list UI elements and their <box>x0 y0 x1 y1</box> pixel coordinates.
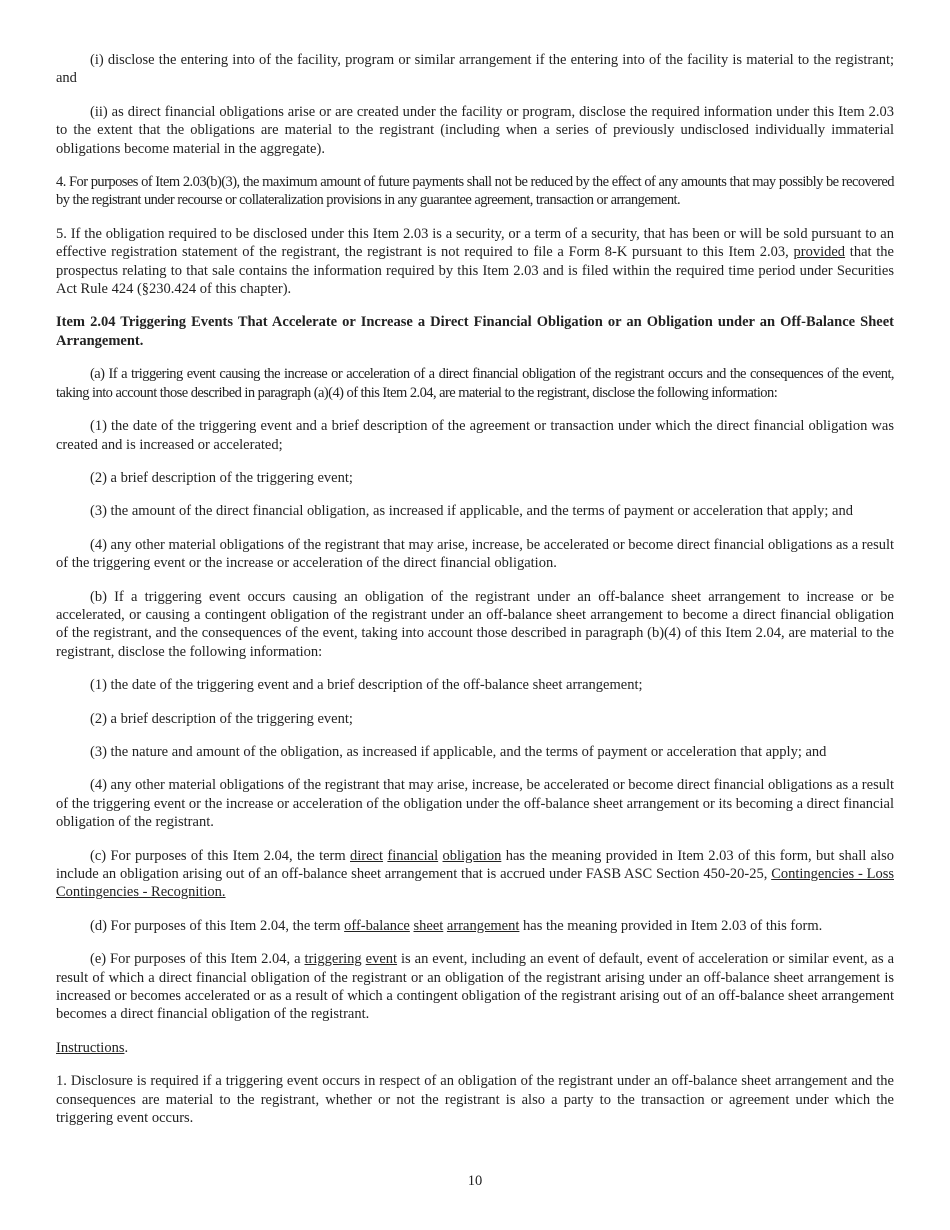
paragraph-d-text-b: has the meaning provided in Item 2.03 of this form. <box>519 917 823 934</box>
term-off-balance: off-balance <box>344 917 410 934</box>
paragraph-e-text-a: (e) For purposes of this Item 2.04, a <box>90 951 305 968</box>
term-event: event <box>365 951 398 968</box>
instruction-5-text-a: 5. If the obligation required to be disclosed under this Item 2.03 is a security, or a term of a security, that has been or will be sold pursuant to an effective registration statement of the registrant, the registrant is not required to file a Form 8-K pursuant to this Item 2.03, <box>56 225 894 261</box>
paragraph-a <box>56 365 894 402</box>
paragraph-b-1: (1) the date of the triggering event and a brief description of the off-balance sheet arrangement; <box>90 677 643 694</box>
term-triggering: triggering <box>304 951 362 968</box>
instructions-heading <box>56 1039 894 1057</box>
paragraph-a-2: (2) a brief description of the triggering event; <box>90 469 353 486</box>
instruction-1: 1. Disclosure is required if a triggering event occurs in respect of an obligation of the registrant under an off-balance sheet arrangement and the consequences are material to the registrant, whether or not the registrant is also a party to the transaction or agreement under which the triggering event occurs. <box>56 1073 894 1127</box>
instruction-4 <box>56 173 894 210</box>
paragraph-d-text-a: (d) For purposes of this Item 2.04, the term <box>90 917 345 934</box>
paragraph-b: (b) If a triggering event occurs causing an obligation of the registrant under an off-balance sheet arrangement to increase or be accelerated, or causing a contingent obligation of the registrant under an off-balance sheet arrangement to become a direct financial obligation of the registrant, and the consequences of the event, taking into account those described in paragraph (b)(4) of this Item 2.04, are material to the registrant, disclose the following information: <box>56 588 894 660</box>
term-arrangement: arrangement <box>446 917 520 934</box>
term-sheet: sheet <box>413 917 444 934</box>
document-page <box>56 51 894 1127</box>
instructions-label: Instructions <box>56 1039 125 1056</box>
fasb-reference: Contingencies - Loss Contingencies - Recognition. <box>56 866 894 901</box>
paragraph-a-3: (3) the amount of the direct financial obligation, as increased if applicable, and the terms of payment or acceleration that apply; and <box>90 503 853 520</box>
instructions-period: . <box>124 1039 129 1056</box>
paragraph-i: (i) disclose the entering into of the facility, program or similar arrangement if the entering into of the facility is material to the registrant; and <box>56 52 894 87</box>
paragraph-c <box>56 847 894 902</box>
provided-term: provided <box>793 244 846 261</box>
paragraph-c-text-a: (c) For purposes of this Item 2.04, the term <box>90 847 351 864</box>
page-number: 10 <box>467 1173 483 1189</box>
paragraph-ii: (ii) as direct financial obligations arise or are created under the facility or program, disclose the required information under this Item 2.03 to the extent that the obligations are material to the registrant (including when a series of previously undisclosed individually immaterial obligations become material in the aggregate). <box>56 103 894 157</box>
paragraph-e-text-b: is an event, including an event of default, event of acceleration or similar event, as a result of which a direct financial obligation of the registrant or an obligation of the registrant arising under an off-balance sheet arrangement is increased or becomes accelerated or as a result of which a contingent obligation of the registrant arising out of an off-balance sheet arrangement becomes a direct financial obligation of the registrant. <box>56 951 895 1023</box>
section-heading-item-2-04: Item 2.04 Triggering Events That Accelerate or Increase a Direct Financial Obligation or an Obligation under an Off-Balance Sheet Arrangement. <box>56 314 894 349</box>
paragraph-b-2: (2) a brief description of the triggering event; <box>90 710 353 727</box>
paragraph-e <box>56 950 894 1024</box>
paragraph-c-text-b: has the meaning provided in Item 2.03 of this form, but shall also include an obligation arising out of an off-balance sheet arrangement that is accrued under FASB ASC Section 450-20-25, <box>56 847 895 882</box>
paragraph-a-1: (1) the date of the triggering event and a brief description of the agreement or transaction under which the direct financial obligation was created and is increased or accelerated; <box>56 418 894 453</box>
paragraph-b-3: (3) the nature and amount of the obligation, as increased if applicable, and the terms of payment or acceleration that apply; and <box>90 743 827 760</box>
paragraph-a-text: (a) If a triggering event causing the increase or acceleration of a direct financial obligation of the registrant occurs and the consequences of the event, taking into account those described in paragraph (a)(4) of this Item 2.04, are material to the registrant, disclose the following information: <box>56 366 894 401</box>
instruction-5 <box>56 225 894 299</box>
term-financial: financial <box>387 847 439 864</box>
paragraph-d <box>56 917 894 935</box>
instruction-4-text: 4. For purposes of Item 2.03(b)(3), the maximum amount of future payments shall not be reduced by the effect of any amounts that may possibly be recovered by the registrant under recourse or collateralization provisions in any guarantee agreement, transaction or arrangement. <box>56 174 894 209</box>
instruction-5-text-b: that the prospectus relating to that sale contains the information required by this Item 2.03 and is filed within the required time period under Securities Act Rule 424 (§230.424 of this chapter). <box>56 244 894 298</box>
term-obligation: obligation <box>442 847 502 864</box>
paragraph-b-4: (4) any other material obligations of the registrant that may arise, increase, be accelerated or become direct financial obligations as a result of the triggering event or the increase or acceleration of the obligation under the off-balance sheet arrangement or its becoming a direct financial obligation of the registrant. <box>56 777 895 831</box>
term-direct: direct <box>350 847 384 864</box>
paragraph-a-4: (4) any other material obligations of the registrant that may arise, increase, be accelerated or become direct financial obligations as a result of the triggering event or the increase or acceleration of the direct financial obligation. <box>56 536 895 572</box>
